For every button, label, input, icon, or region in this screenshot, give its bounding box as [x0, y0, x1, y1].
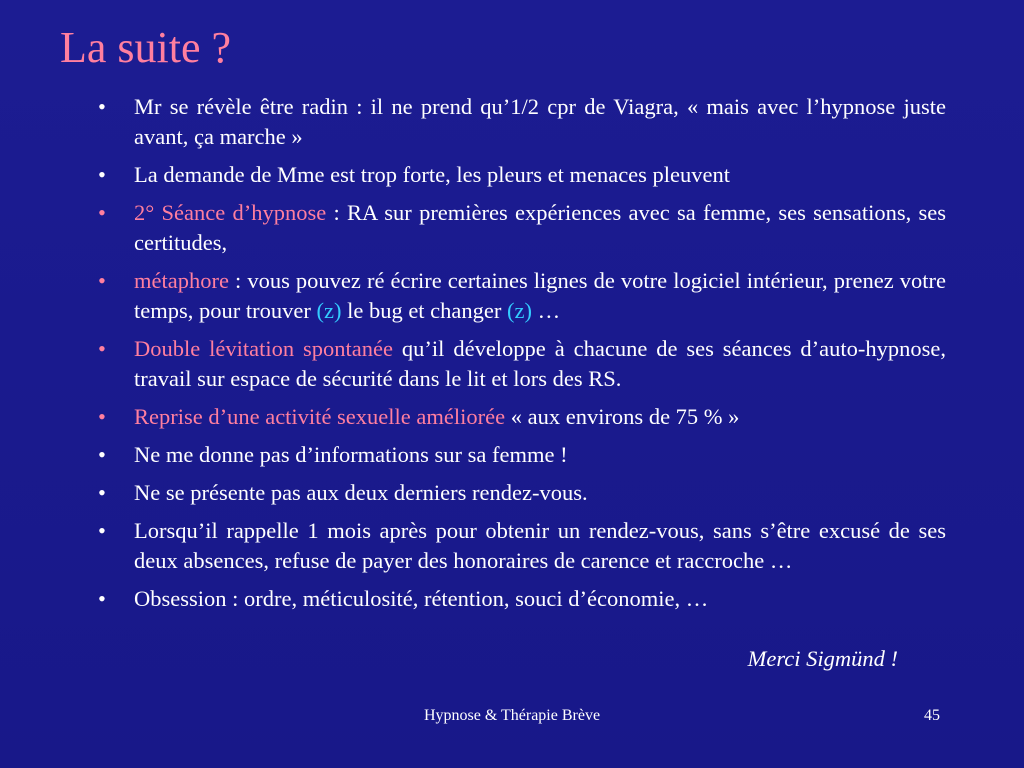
bullet-list	[98, 92, 946, 622]
bullet-item	[98, 516, 946, 576]
bullet-note: (z)	[507, 298, 532, 323]
bullet-item	[98, 266, 946, 326]
bullet-text: le bug et changer	[341, 298, 508, 323]
bullet-item	[98, 584, 946, 614]
bullet-text: Lorsqu’il rappelle 1 mois après pour obtenir un rendez-vous, sans s’être excusé de ses deux absences, refuse de payer des honoraires de carence et raccroche …	[134, 518, 946, 573]
bullet-item	[98, 92, 946, 152]
signature-text: Merci Sigmünd !	[747, 646, 898, 671]
bullet-text: qu’il développe à chacune de ses séances d’auto-hypnose, travail sur espace de sécurité dans le lit et lors des RS.	[134, 336, 946, 391]
bullet-item	[98, 160, 946, 190]
bullet-item	[98, 402, 946, 432]
bullet-text: Obsession : ordre, méticulosité, rétention, souci d’économie, …	[134, 586, 709, 611]
bullet-item	[98, 334, 946, 394]
bullet-text: Ne me donne pas d’informations sur sa femme !	[134, 442, 568, 467]
bullet-text: Ne se présente pas aux deux derniers rendez-vous.	[134, 480, 588, 505]
bullet-text: …	[532, 298, 561, 323]
page-number: 45	[924, 707, 940, 724]
bullet-highlight: métaphore	[134, 268, 229, 293]
bullet-text: La demande de Mme est trop forte, les pleurs et menaces pleuvent	[134, 162, 731, 187]
bullet-note: (z)	[316, 298, 342, 323]
bullet-text: : vous pouvez ré écrire certaines lignes de votre logiciel intérieur, prenez votre temps, pour trouver	[134, 268, 946, 323]
bullet-text: « aux environs de 75 % »	[505, 404, 740, 429]
bullet-item	[98, 440, 946, 470]
footer-title: Hypnose & Thérapie Brève	[423, 707, 601, 724]
bullet-text: Mr se révèle être radin : il ne prend qu’1/2 cpr de Viagra, « mais avec l’hypnose juste avant, ça marche »	[134, 94, 946, 149]
bullet-highlight: Reprise d’une activité sexuelle améliorée	[134, 404, 506, 429]
bullet-highlight: 2° Séance d’hypnose	[134, 200, 327, 225]
bullet-item	[98, 478, 946, 508]
slide-title: La suite ?	[60, 23, 232, 72]
bullet-highlight: Double lévitation spontanée	[134, 336, 394, 361]
bullet-text: : RA sur premières expériences avec sa femme, ses sensations, ses certitudes,	[134, 200, 946, 255]
bullet-item	[98, 198, 946, 258]
